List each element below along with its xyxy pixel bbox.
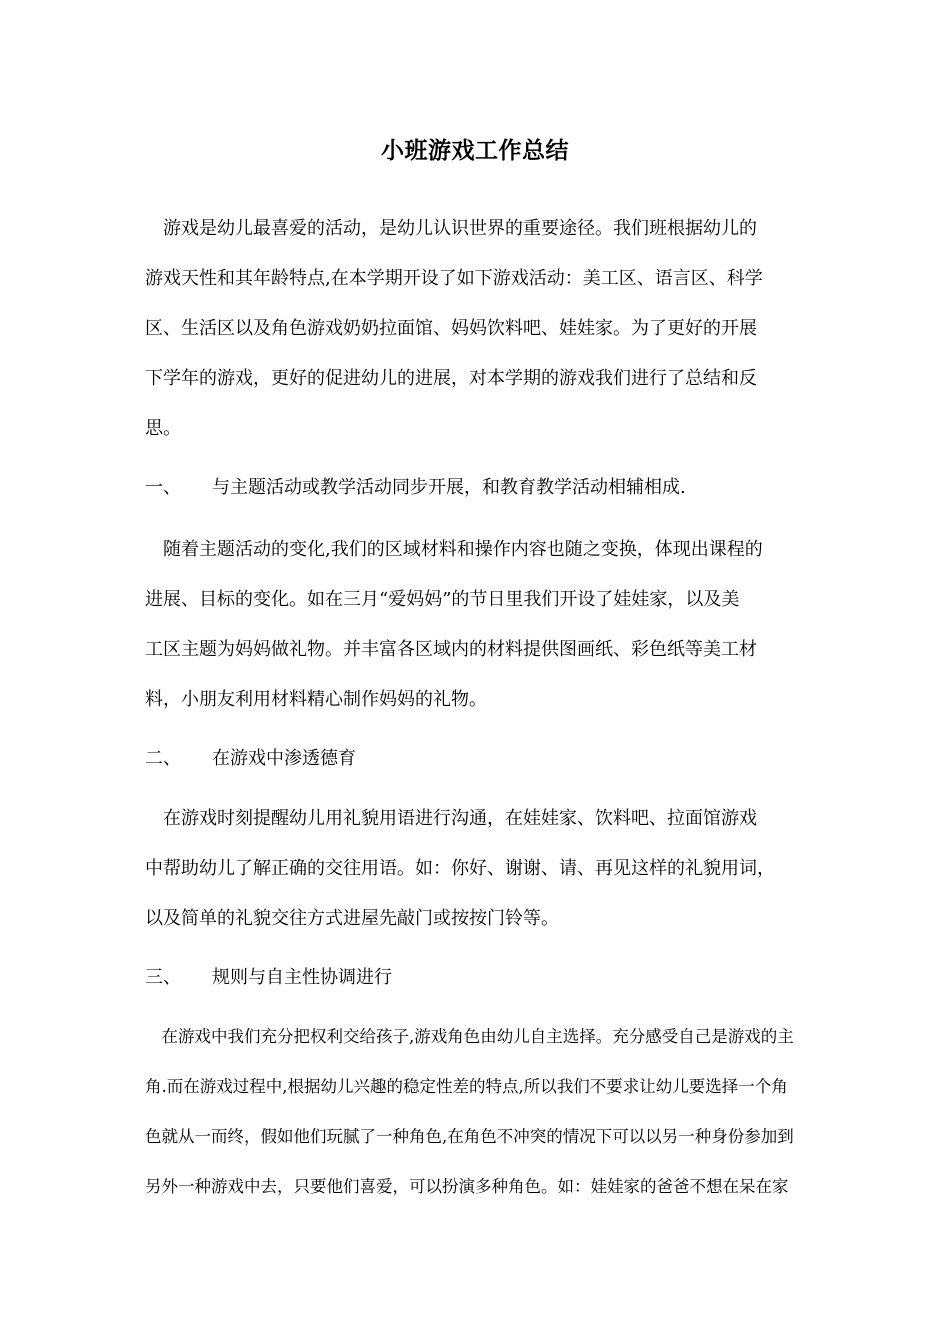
paragraph-line: 以及简单的礼貌交往方式进屋先敲门或按按门铃等。 [145, 908, 559, 929]
paragraph-line: 在游戏中我们充分把权利交给孩子,游戏角色由幼儿自主选择。充分感受自己是游戏的主 [145, 1027, 794, 1046]
paragraph-line: 思。 [145, 418, 181, 439]
section-heading-2 [145, 741, 815, 777]
paragraph-line: 工区主题为妈妈做礼物。并丰富各区域内的材料提供图画纸、彩色纸等美工材 [145, 639, 757, 660]
section-1-paragraph [145, 525, 815, 725]
section-heading-1 [145, 470, 815, 506]
section-heading-text: 与主题活动或教学活动同步开展，和教育教学活动相辅相成. [212, 477, 686, 498]
paragraph-line: 中帮助幼儿了解正确的交往用语。如：你好、谢谢、请、再见这样的礼貌用词， [145, 858, 775, 879]
paragraph-line: 进展、目标的变化。如在三月“爱妈妈”的节日里我们开设了娃娃家，以及美 [145, 589, 740, 610]
section-heading-text: 规则与自主性协调进行 [212, 967, 392, 988]
section-number: 二、 [145, 748, 181, 769]
section-heading-3 [145, 960, 815, 996]
paragraph-line: 游戏天性和其年龄特点,在本学期开设了如下游戏活动：美工区、语言区、科学 [145, 268, 763, 289]
paragraph-line: 区、生活区以及角色游戏奶奶拉面馆、妈妈饮料吧、娃娃家。为了更好的开展 [145, 318, 757, 339]
document-title: 小班游戏工作总结 [381, 137, 569, 164]
paragraph-line: 在游戏时刻提醒幼儿用礼貌用语进行沟通，在娃娃家、饮料吧、拉面馆游戏 [145, 808, 757, 829]
paragraph-line: 色就从一而终，假如他们玩腻了一种角色,在角色不冲突的情况下可以以另一种身份参加到 [145, 1127, 794, 1146]
paragraph-line: 下学年的游戏，更好的促进幼儿的进展，对本学期的游戏我们进行了总结和反 [145, 368, 757, 389]
section-number: 三、 [145, 967, 181, 988]
section-2-paragraph [145, 794, 815, 944]
paragraph-line: 料，小朋友利用材料精心制作妈妈的礼物。 [145, 689, 487, 710]
paragraph-line: 游戏是幼儿最喜爱的活动，是幼儿认识世界的重要途径。我们班根据幼儿的 [145, 218, 757, 239]
section-heading-text: 在游戏中渗透德育 [212, 748, 356, 769]
section-3-paragraph [145, 1012, 815, 1212]
paragraph-line: 角.而在游戏过程中,根据幼儿兴趣的稳定性差的特点,所以我们不要求让幼儿要选择一个角 [145, 1077, 788, 1096]
paragraph-line: 随着主题活动的变化,我们的区域材料和操作内容也随之变换，体现出课程的 [145, 539, 763, 560]
section-number: 一、 [145, 477, 181, 498]
intro-paragraph [145, 204, 815, 454]
paragraph-line: 另外一种游戏中去，只要他们喜爱，可以扮演多种角色。如：娃娃家的爸爸不想在呆在家 [145, 1177, 789, 1196]
